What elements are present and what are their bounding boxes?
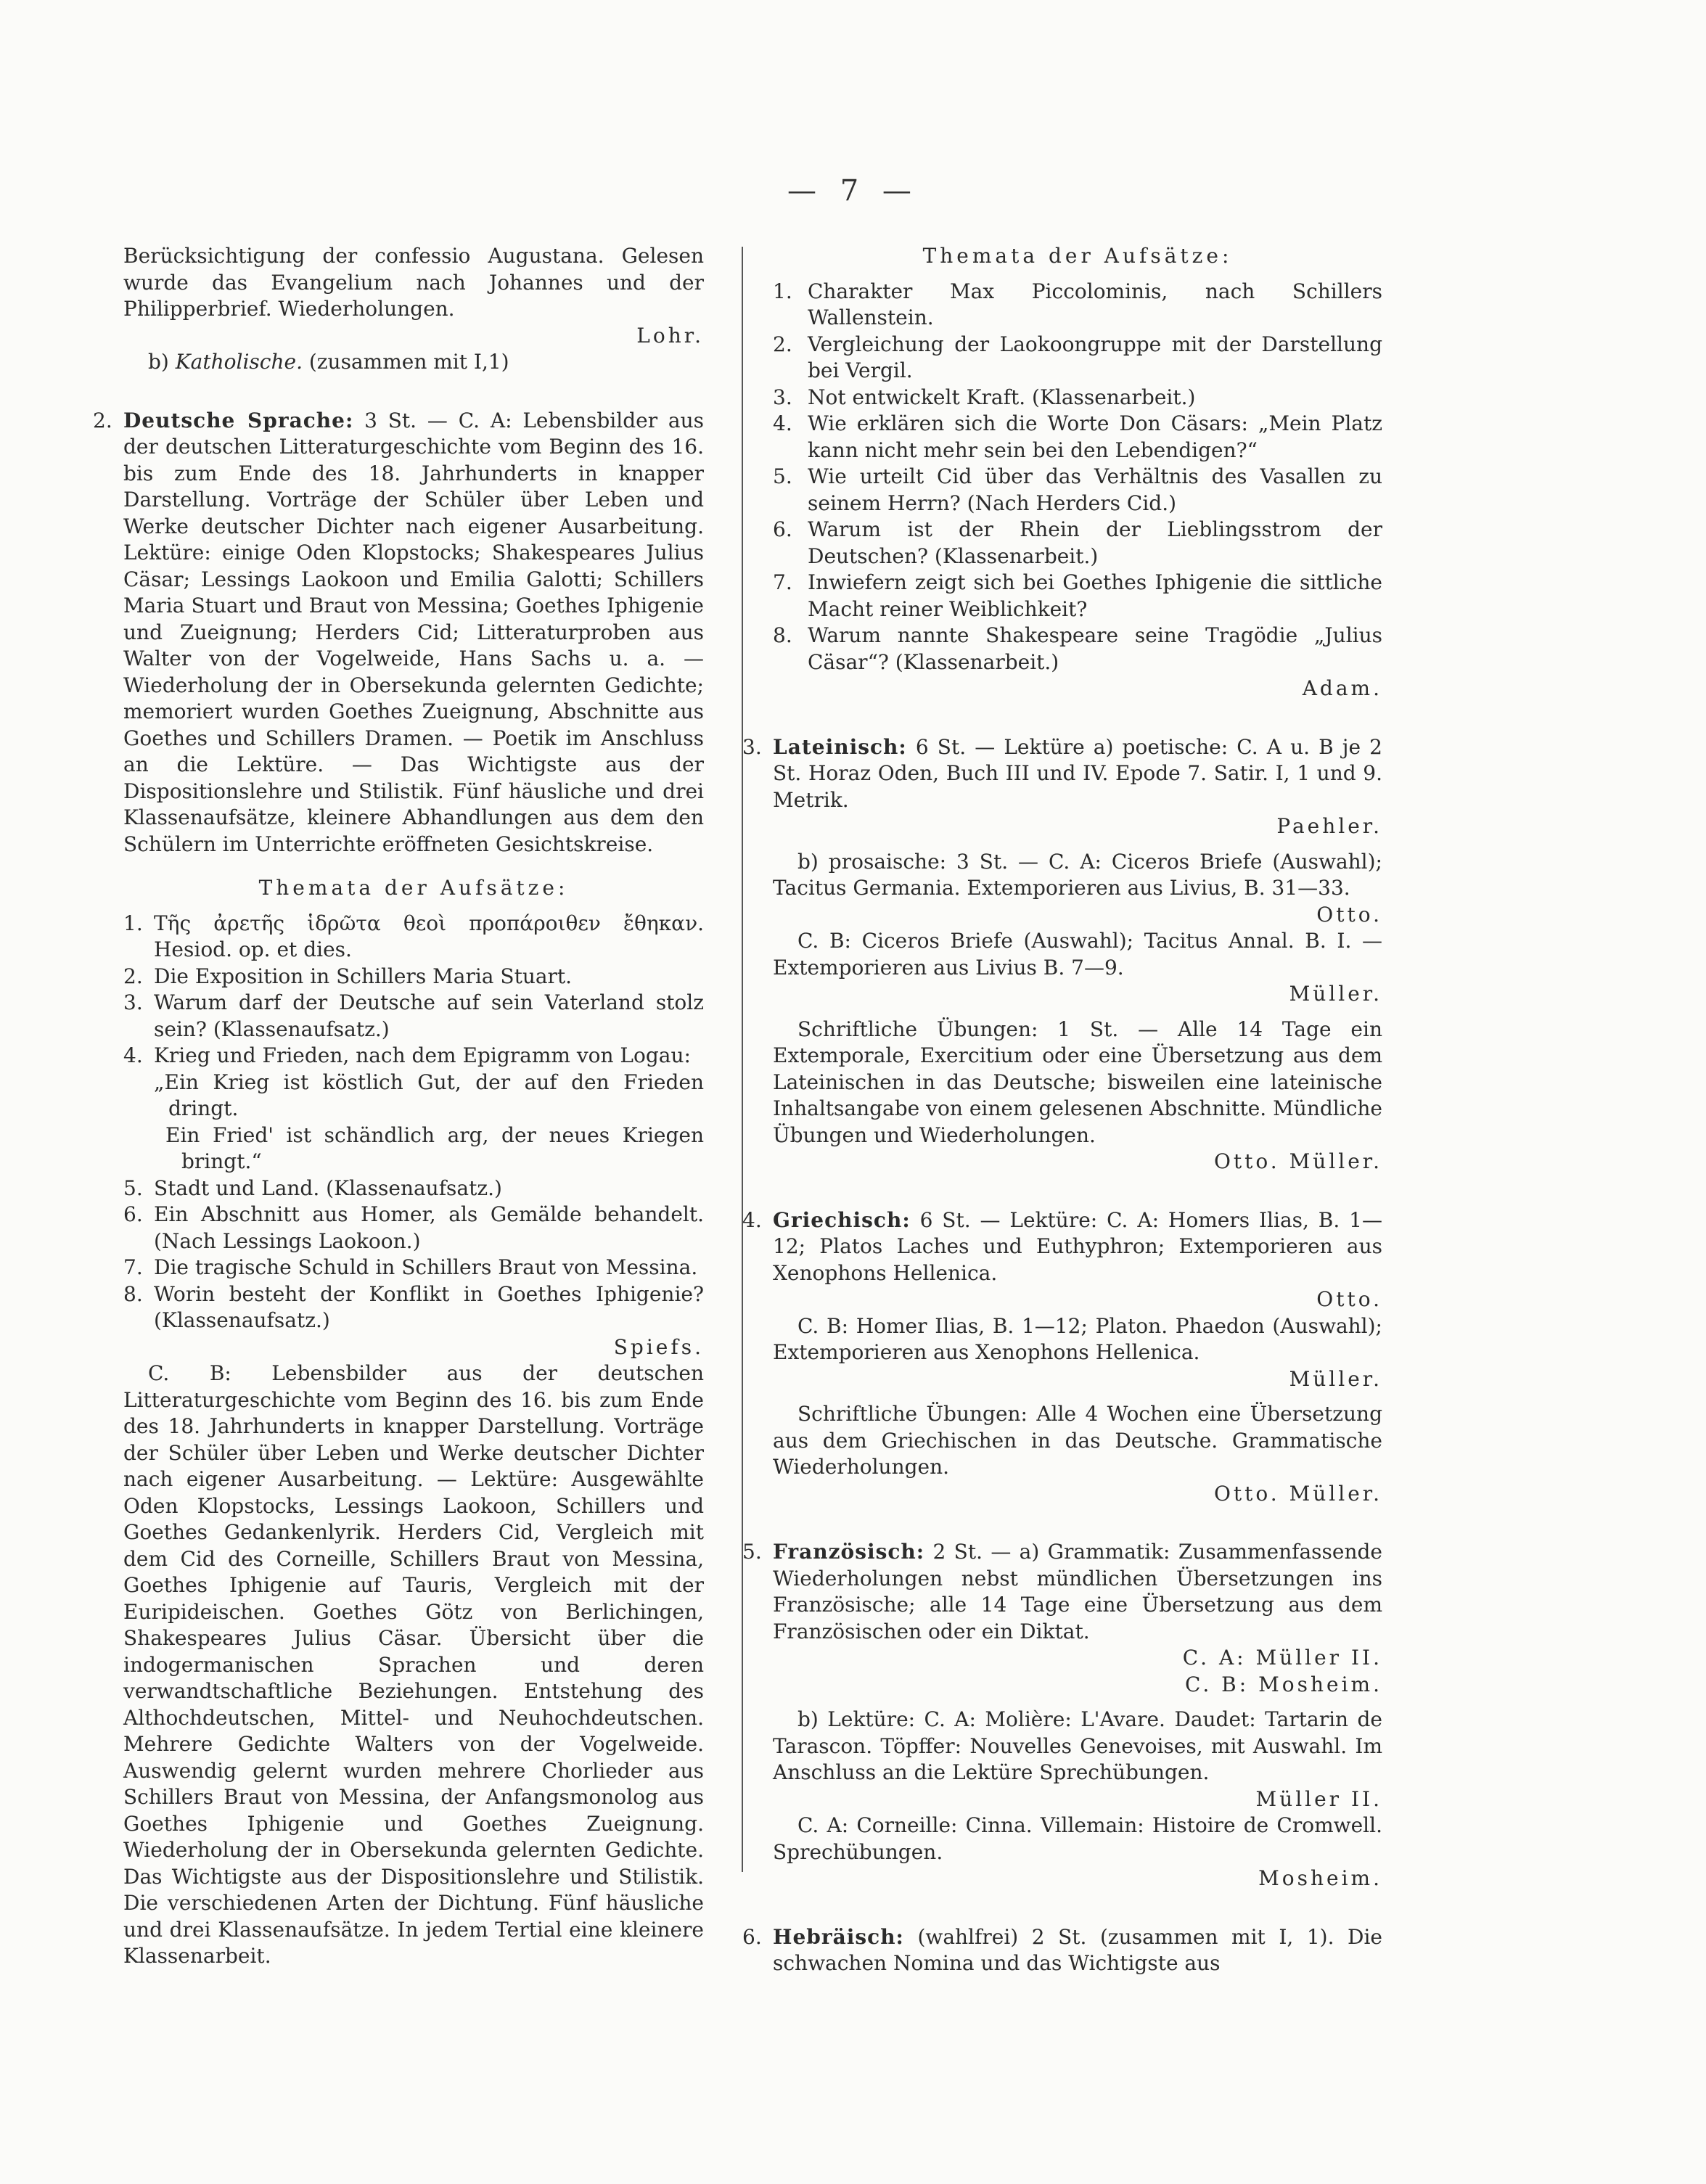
religion-text: Berücksichtigung der confessio Augustana. Gelesen wurde das Evangelium nach Johannes und der Philipperbrief. Wiederholungen.	[123, 244, 704, 321]
page-number: — 7 —	[787, 174, 919, 208]
section-number: 4.	[742, 1207, 762, 1232]
signature-otto-mueller: Otto. Müller.	[1213, 1149, 1382, 1173]
franzoesisch-ca	[773, 1813, 1382, 1892]
topic-item	[123, 1175, 704, 1202]
topic-number: 5.	[773, 464, 792, 488]
topic-text: Not entwickelt Kraft. (Klassenarbeit.)	[808, 385, 1196, 409]
topic-item	[773, 279, 1382, 332]
topic-item	[773, 332, 1382, 385]
topic-number: 2.	[773, 332, 792, 356]
topic-item	[123, 911, 704, 964]
signature-adam: Adam.	[1302, 676, 1382, 700]
topic-text: Die Exposition in Schillers Maria Stuart.	[154, 964, 573, 988]
topic-item	[123, 1255, 704, 1281]
topic-item	[773, 517, 1382, 570]
topic-number: 8.	[773, 623, 792, 647]
topic-item	[773, 464, 1382, 517]
topic-text: Worin besteht der Konflikt in Goethes Iphigenie? (Klassenaufsatz.)	[154, 1281, 704, 1332]
topic-text: Vergleichung der Laokoongruppe mit der Darstellung bei Vergil.	[808, 332, 1382, 382]
topic-number: 3.	[773, 385, 792, 409]
signature-mueller: Müller.	[1289, 982, 1382, 1006]
paragraph-text: b) prosaische: 3 St. — C. A: Ciceros Briefe (Auswahl); Tacitus Germania. Extemporieren aus Livius, B. 31—33.	[773, 849, 1382, 900]
topic-number: 7.	[773, 570, 792, 594]
paragraph-text: C. B: Homer Ilias, B. 1—12; Platon. Phaedon (Auswahl); Extemporieren aus Xenophons Hellenica.	[773, 1313, 1382, 1364]
religion-catholic	[123, 349, 704, 376]
topic-text: Stadt und Land. (Klassenaufsatz.)	[154, 1175, 502, 1200]
topic-number: 6.	[123, 1202, 143, 1226]
epigram-line-1: „Ein Krieg ist köstlich Gut, der auf den Frieden dringt.	[154, 1070, 704, 1120]
themata-header: Themata der Aufsätze:	[922, 244, 1233, 268]
left-column	[93, 243, 704, 1970]
topic-number: 8.	[123, 1281, 143, 1306]
griechisch-schriftlich	[773, 1401, 1382, 1507]
section-text: 6 St. — Lektüre a) poetische: C. A u. B je 2 St. Horaz Oden, Buch III und IV. Epode 7. Satir. I, 1 und 9. Metrik.	[773, 734, 1382, 812]
catholic-note: (zusammen mit I,1)	[302, 350, 509, 374]
section-franzoesisch	[742, 1539, 1382, 1698]
item-label: b)	[148, 350, 176, 374]
franzoesisch-lektuere	[773, 1707, 1382, 1813]
signature-mosheim: Mosheim.	[1258, 1866, 1382, 1890]
topic-number: 1.	[123, 911, 143, 935]
topic-item	[123, 990, 704, 1043]
catholic-label: Katholische.	[175, 350, 303, 374]
signature-mosheim: C. B: Mosheim.	[1184, 1672, 1382, 1696]
topic-number: 2.	[123, 964, 143, 988]
section-text: (wahlfrei) 2 St. (zusammen mit I, 1). Die schwachen Nomina und das Wichtigste aus	[773, 1924, 1382, 1975]
section-title: Hebräisch:	[773, 1924, 904, 1949]
signature-mueller-ii: Müller II.	[1255, 1786, 1382, 1811]
topic-number: 7.	[123, 1255, 143, 1279]
section-number: 6.	[742, 1924, 762, 1949]
signature-spiefs: Spiefs.	[613, 1334, 704, 1359]
paragraph-text: C. B: Ciceros Briefe (Auswahl); Tacitus Annal. B. I. — Extemporieren aus Livius B. 7—9.	[773, 929, 1382, 980]
signature-otto: Otto.	[1316, 902, 1382, 927]
paragraph-text: Schriftliche Übungen: 1 St. — Alle 14 Tage ein Extemporale, Exercitium oder eine Übersetzung aus dem Lateinischen in das Deutsche; bisweilen eine lateinische Inhaltsangabe von einem gelesenen Abschnitte. Mündliche Übungen und Wiederholungen.	[773, 1017, 1382, 1147]
section-deutsche-sprache	[93, 408, 704, 858]
latein-schriftlich	[773, 1017, 1382, 1175]
topic-number: 5.	[123, 1175, 143, 1200]
topic-item	[773, 623, 1382, 676]
topic-item	[123, 964, 704, 990]
topic-text: Wie urteilt Cid über das Verhältnis des Vasallen zu seinem Herrn? (Nach Herders Cid.)	[808, 464, 1382, 515]
topic-item	[773, 570, 1382, 623]
themata-header: Themata der Aufsätze:	[258, 876, 569, 900]
section-number: 3.	[742, 734, 762, 759]
topic-text: Wie erklären sich die Worte Don Cäsars: „Mein Platz kann nicht mehr sein bei den Lebendigen?“	[808, 411, 1382, 462]
section-text: 3 St. — C. A: Lebensbilder aus der deutschen Litteraturgeschichte vom Beginn des 16. bis zum Ende des 18. Jahrhunderts in knapper Darstellung. Vorträge der Schüler über Leben und Werke deutscher Dichter nach eigener Ausarbeitung. Lektüre: einige Oden Klopstocks; Shakespeares Julius Cäsar; Lessings Laokoon und Emilia Galotti; Schillers Maria Stuart und Braut von Messina; Goethes Iphigenie und Zueignung; Herders Cid; Litteraturproben aus Walter von der Vogelweide, Hans Sachs u. a. — Wiederholung der in Obersekunda gelernten Gedichte; memoriert wurden Goethes Zueignung, Abschnitte aus Goethes und Schillers Dramen. — Poetik im Anschluss an die Lektüre. — Das Wichtigste aus der Dispositionslehre und Stilistik. Fünf häusliche und drei Klassenaufsätze, kleinere Abhandlungen aus dem den Schülern im Unterrichte eröffneten Gesichtskreise.	[123, 408, 704, 856]
topic-text: Ein Abschnitt aus Homer, als Gemälde behandelt. (Nach Lessings Laokoon.)	[154, 1202, 704, 1253]
paragraph-text: C. A: Corneille: Cinna. Villemain: Histoire de Cromwell. Sprechübungen.	[773, 1813, 1382, 1864]
topic-text: Inwiefern zeigt sich bei Goethes Iphigenie die sittliche Macht reiner Weiblichkeit?	[808, 570, 1382, 621]
topic-item	[123, 1281, 704, 1334]
topic-text: Warum darf der Deutsche auf sein Vaterland stolz sein? (Klassenaufsatz.)	[154, 990, 704, 1041]
epigram-line-2: Ein Fried' ist schändlich arg, der neues Kriegen bringt.“	[165, 1122, 704, 1173]
signature-paehler: Paehler.	[1276, 814, 1382, 838]
topic-item	[773, 411, 1382, 464]
column-divider	[742, 247, 743, 1872]
topic-number: 4.	[773, 411, 792, 435]
paragraph-text: Schriftliche Übungen: Alle 4 Wochen eine Übersetzung aus dem Griechischen in das Deutsche. Grammatische Wiederholungen.	[773, 1402, 1382, 1479]
topic-list-deutsch-cb	[773, 279, 1382, 676]
topic-list-deutsch-a	[123, 911, 704, 1070]
topic-text: Τῆς ἀρετῆς ἱδρῶτα θεοὶ προπάροιθεν ἔθηκαν. Hesiod. op. et dies.	[154, 911, 704, 961]
topic-number: 4.	[123, 1043, 143, 1067]
topic-number: 1.	[773, 279, 792, 303]
section-title: Lateinisch:	[773, 734, 907, 759]
latein-cb	[773, 928, 1382, 1008]
topic-text: Krieg und Frieden, nach dem Epigramm von Logau:	[154, 1043, 691, 1067]
topic-item	[773, 385, 1382, 411]
topic-number: 3.	[123, 990, 143, 1014]
topic-text: Warum nannte Shakespeare seine Tragödie „Julius Cäsar“? (Klassenarbeit.)	[808, 623, 1382, 674]
section-title: Französisch:	[773, 1540, 925, 1564]
section-text: 6 St. — Lektüre: C. A: Homers Ilias, B. 1—12; Platos Laches und Euthyphron; Extemporieren aus Xenophons Hellenica.	[773, 1207, 1382, 1285]
signature-mueller: Müller.	[1289, 1366, 1382, 1391]
section-title: Griechisch:	[773, 1207, 911, 1232]
signature-mueller-ii: C. A: Müller II.	[1182, 1646, 1382, 1670]
section-text: 2 St. — a) Grammatik: Zusammenfassende Wiederholungen nebst mündlichen Übersetzungen ins Französische; alle 14 Tage eine Übersetzung aus dem Französischen oder ein Diktat.	[773, 1540, 1382, 1643]
griechisch-cb	[773, 1313, 1382, 1393]
deutsch-cb-paragraph: C. B: Lebensbilder aus der deutschen Litteraturgeschichte vom Beginn des 16. bis zum Ende des 18. Jahrhunderts in knapper Darstellung. Vorträge der Schüler über Leben und Werke deutscher Dichter nach eigener Ausarbeitung. — Lektüre: Ausgewählte Oden Klopstocks, Lessings Laokoon, Schillers und Goethes Gedankenlyrik. Herders Cid, Vergleich mit dem Cid des Corneille, Schillers Braut von Messina, Goethes Iphigenie auf Tauris, Vergleich mit der Euripideischen. Goethes Götz von Berlichingen, Shakespeares Julius Cäsar. Übersicht über die indogermanischen Sprachen und deren verwandtschaftliche Beziehungen. Entstehung des Althochdeutschen, Mittel- und Neuhochdeutschen. Mehrere Gedichte Walters von der Vogelweide. Auswendig gelernt wurden mehrere Chorlieder aus Schillers Braut von Messina, der Anfangsmonolog aus Goethes Iphigenie und Goethes Zueignung. Wiederholung der in Obersekunda gelernten Gedichte. Das Wichtigste aus der Dispositionslehre und Stilistik. Die verschiedenen Arten der Dichtung. Fünf häusliche und drei Klassenaufsätze. In jedem Tertial eine kleinere Klassenarbeit.	[123, 1361, 704, 1968]
topic-item	[123, 1043, 704, 1070]
section-hebraeisch	[742, 1924, 1382, 1977]
section-griechisch	[742, 1207, 1382, 1313]
section-lateinisch	[742, 734, 1382, 840]
topic-text: Warum ist der Rhein der Lieblingsstrom der Deutschen? (Klassenarbeit.)	[808, 517, 1382, 568]
latein-prosaische	[773, 849, 1382, 929]
topic-number: 6.	[773, 517, 792, 541]
signature-lohr: Lohr.	[636, 323, 704, 348]
topic-item	[123, 1202, 704, 1255]
right-column	[742, 243, 1382, 1977]
topic-text: Die tragische Schuld in Schillers Braut von Messina.	[154, 1255, 698, 1279]
religion-continuation	[123, 243, 704, 349]
signature-otto-mueller: Otto. Müller.	[1213, 1481, 1382, 1506]
signature-otto: Otto.	[1316, 1287, 1382, 1311]
paragraph-text: b) Lektüre: C. A: Molière: L'Avare. Daudet: Tartarin de Tarascon. Töpffer: Nouvelles Genevoises, mit Auswahl. Im Anschluss an die Lektüre Sprechübungen.	[773, 1707, 1382, 1784]
section-title: Deutsche Sprache:	[123, 408, 354, 432]
section-number: 2.	[93, 408, 112, 432]
topic-text: Charakter Max Piccolominis, nach Schillers Wallenstein.	[808, 279, 1382, 329]
topic-list-deutsch-b	[123, 1175, 704, 1334]
section-number: 5.	[742, 1540, 762, 1564]
